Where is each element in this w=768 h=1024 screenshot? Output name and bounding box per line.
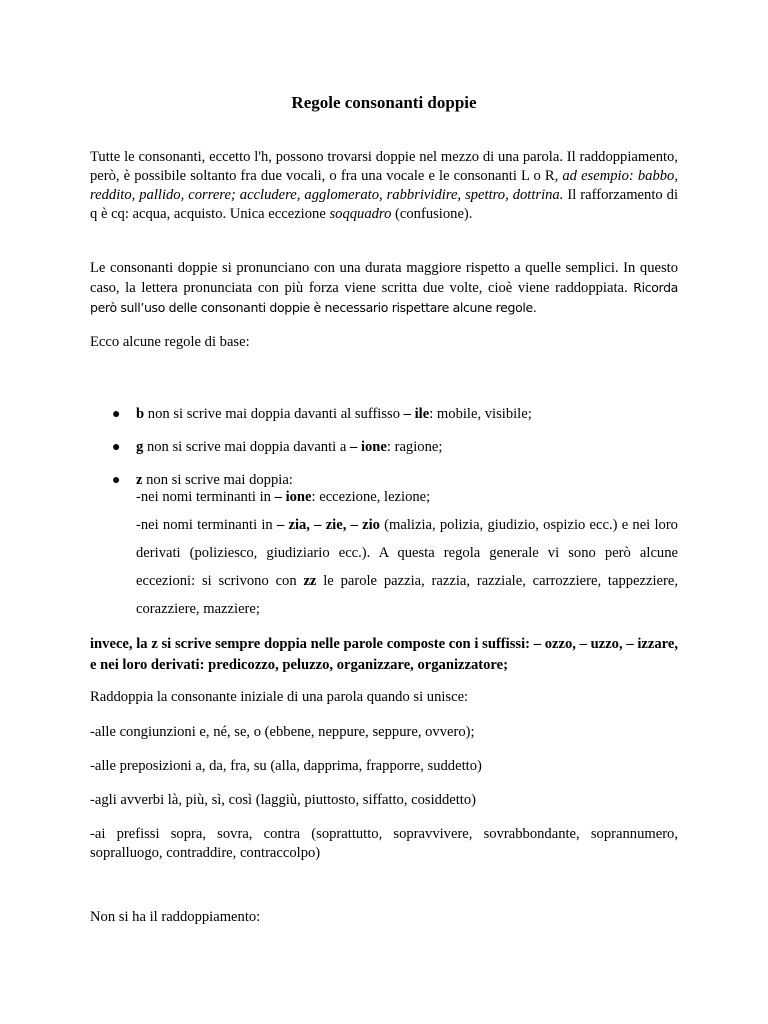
non-raddoppio-heading: Non si ha il raddoppiamento: (90, 909, 261, 925)
intro-text-1: Tutte le consonanti, eccetto l'h, possono trovarsi doppie nel mezzo di una parola. Il raddoppiamento, però, è possibile soltanto fra due vocali, o fra una vocale e le consonanti L o R, (90, 149, 678, 184)
sub-text: -nei nomi terminanti in (136, 489, 275, 505)
sub-text: -nei nomi terminanti in (136, 517, 277, 533)
sub-suffix: – ione (274, 489, 312, 505)
sub-exceptions: le parole pazzia, razzia, razziale, carrozziere, tappezziere, corazziere, mazziere; (136, 573, 678, 617)
raddoppia-item-preposizioni: -alle preposizioni a, da, fra, su (alla, dapprima, frapporre, suddetto) (90, 758, 482, 774)
raddoppia-heading: Raddoppia la consonante iniziale di una parola quando si unisce: (90, 689, 469, 705)
bullet-icon: ● (112, 473, 121, 488)
page-title: Regole consonanti doppie (291, 93, 477, 112)
rule-letter: z (136, 472, 143, 488)
rule-letter: b (136, 406, 145, 422)
pronunciation-paragraph (90, 259, 678, 318)
z-rule-details (90, 483, 678, 623)
sub-examples: (malizia, polizia, giudizio, ospizio ecc.) e nei loro derivati (poliziesco, giudiziario ecc.). A questa regola generale vi sono però alcune eccezioni: si scrivono con (136, 517, 678, 589)
intro-examples: ad esempio: babbo, reddito, pallido, correre; accludere, agglomerato, rabbrividire, spettro, dottrina. (90, 168, 678, 203)
rule-text: non si scrive mai doppia davanti a (143, 439, 350, 455)
intro-text-3: (confusione). (391, 206, 473, 222)
pronunciation-text: Le consonanti doppie si pronunciano con una durata maggiore rispetto a quelle semplici. In questo caso, la lettera pronunciata con più forza viene scritta due volte, cioè viene raddoppiata. (90, 260, 678, 296)
reminder-text: Ricorda però sull’uso delle consonanti doppie è necessario rispettare alcune regole. (90, 280, 678, 315)
rule-suffix: – ile (403, 406, 430, 422)
bullet-icon: ● (112, 407, 121, 422)
raddoppia-item-congiunzioni: -alle congiunzioni e, né, se, o (ebbene, neppure, seppure, ovvero); (90, 724, 475, 740)
rule-letter: g (136, 439, 144, 455)
rule-examples: : mobile, visibile; (429, 406, 532, 422)
bullet-icon: ● (112, 440, 121, 455)
base-rules-intro: Ecco alcune regole di base: (90, 334, 250, 350)
intro-text-2: Il rafforzamento di q è cq: acqua, acquisto. Unica eccezione (90, 187, 679, 222)
sub-examples: : eccezione, lezione; (311, 489, 431, 505)
raddoppia-item-avverbi: -agli avverbi là, più, sì, così (laggiù, piuttosto, siffatto, cosiddetto) (90, 792, 476, 808)
rule-examples: : ragione; (386, 439, 443, 455)
list-item (90, 398, 678, 431)
intro-exception-word: soqquadro (329, 206, 392, 222)
rule-text: non si scrive mai doppia: (142, 472, 293, 488)
double-z-paragraph: invece, la z si scrive sempre doppia nelle parole composte con i suffissi: – ozzo, – uzzo, – izzare, e nei loro derivati: predicozzo, peluzzo, organizzare, organizzatore; (90, 636, 678, 673)
z-rule-ione (136, 483, 678, 511)
raddoppia-item-prefissi: -ai prefissi sopra, sovra, contra (soprattutto, sopravvivere, sovrabbondante, soprannumero, sopralluogo, contraddire, contraccolpo) (90, 826, 678, 861)
sub-suffix: – zia, – zie, – zio (276, 517, 380, 533)
list-item (90, 431, 678, 464)
z-rule-zia (136, 511, 678, 623)
intro-paragraph (90, 148, 678, 224)
sub-zz: zz (303, 573, 317, 589)
rule-suffix: – ione (350, 439, 387, 455)
rule-text: non si scrive mai doppia davanti al suffisso (144, 406, 404, 422)
